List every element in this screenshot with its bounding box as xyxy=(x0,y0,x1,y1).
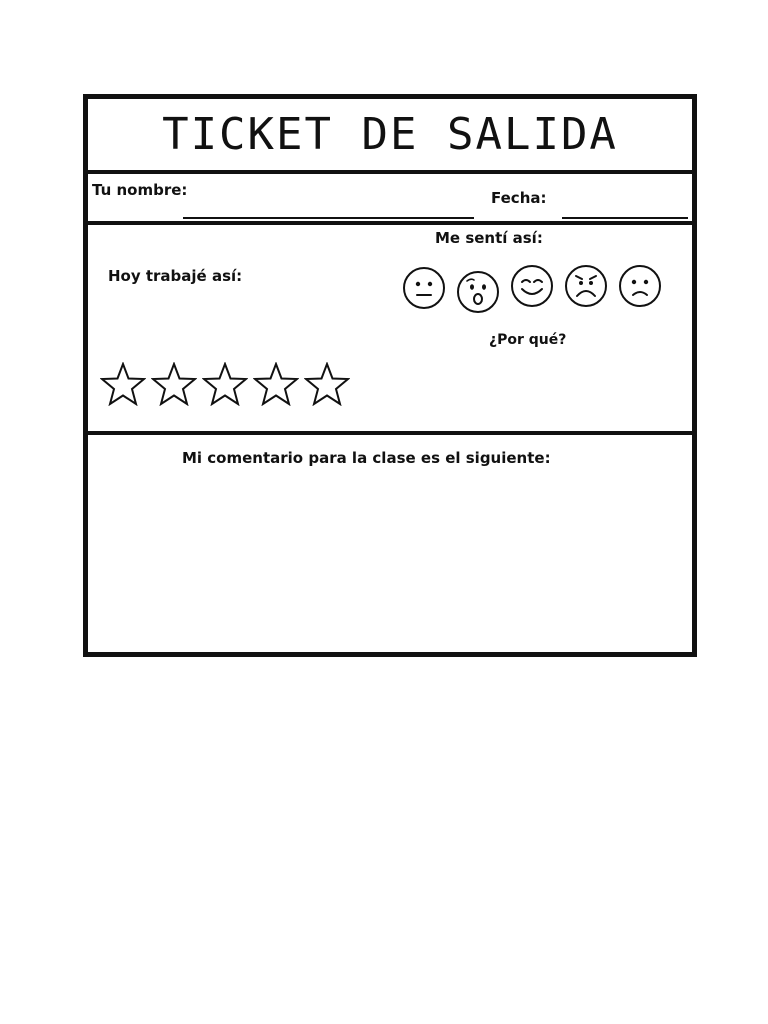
worried-face-icon[interactable] xyxy=(563,263,609,309)
divider-name xyxy=(88,221,692,225)
why-label: ¿Por qué? xyxy=(489,332,567,348)
feeling-options xyxy=(401,265,671,315)
divider-rating xyxy=(88,431,692,435)
comment-label: Mi comentario para la clase es el siguiente: xyxy=(182,449,551,467)
happy-face-icon[interactable] xyxy=(509,263,555,309)
sad-face-icon[interactable] xyxy=(617,263,663,309)
name-label: Tu nombre: xyxy=(92,181,188,199)
date-label: Fecha: xyxy=(491,189,547,207)
name-field-line[interactable] xyxy=(183,217,474,219)
worked-label: Hoy trabajé así: xyxy=(108,267,243,285)
divider-title xyxy=(88,170,692,174)
star-icon[interactable] xyxy=(202,362,248,406)
neutral-face-icon[interactable] xyxy=(401,265,447,311)
surprised-face-icon[interactable] xyxy=(455,269,501,315)
ticket-title: TICKET DE SALIDA xyxy=(162,109,618,160)
title-row xyxy=(88,99,692,170)
star-icon[interactable] xyxy=(304,362,350,406)
date-field-line[interactable] xyxy=(562,217,688,219)
felt-label: Me sentí así: xyxy=(435,229,543,247)
star-icon[interactable] xyxy=(253,362,299,406)
comment-area[interactable] xyxy=(88,479,692,652)
star-icon[interactable] xyxy=(100,362,146,406)
work-rating xyxy=(100,362,360,408)
exit-ticket xyxy=(83,94,697,657)
star-icon[interactable] xyxy=(151,362,197,406)
